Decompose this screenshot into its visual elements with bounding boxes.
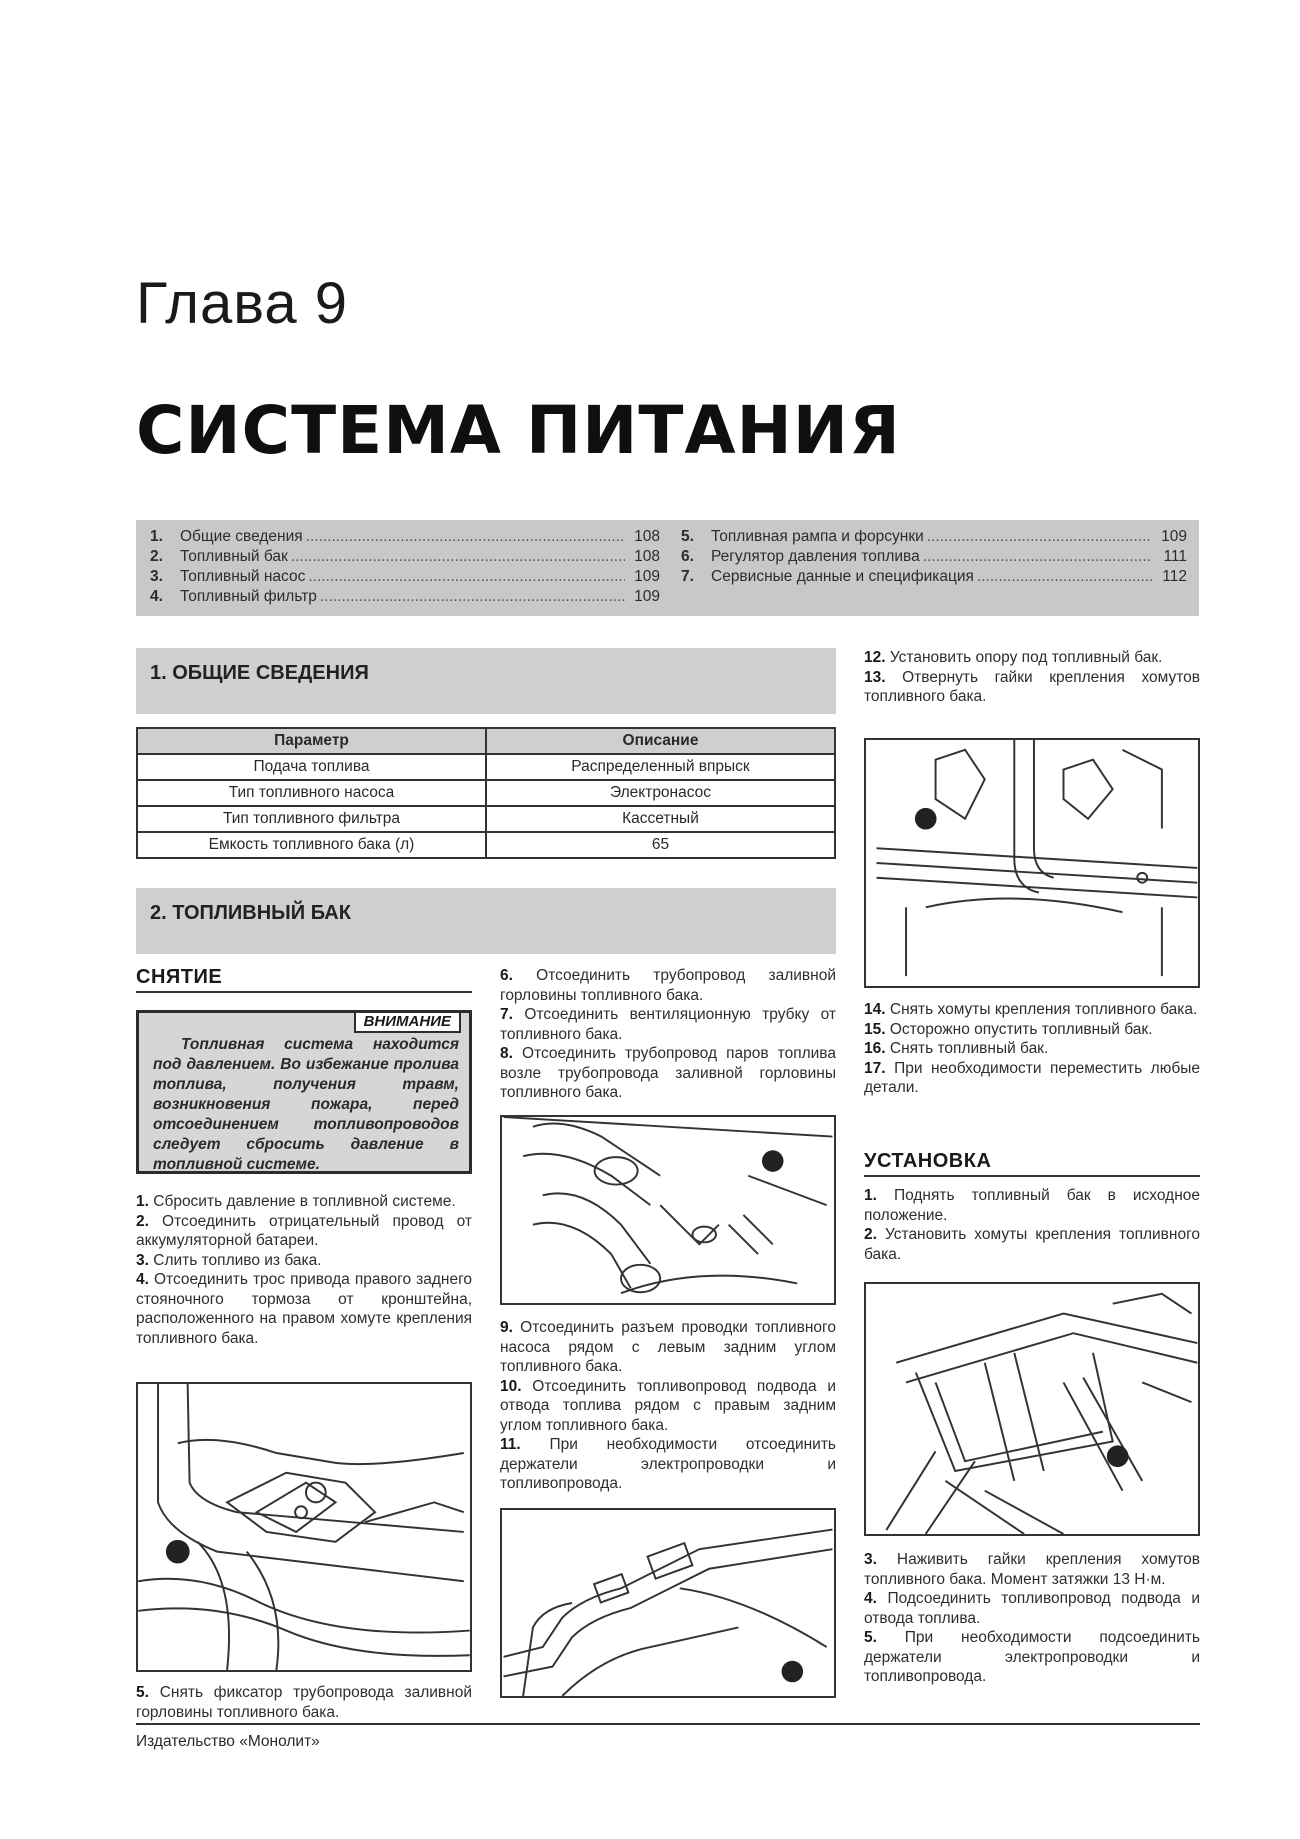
table-row bbox=[137, 754, 835, 780]
footer-rule bbox=[136, 1723, 1200, 1725]
step-item: 2. Установить хомуты крепления топливного бака. bbox=[864, 1226, 1201, 1263]
column-header: Описание bbox=[486, 728, 835, 754]
step-item: 4. Отсоединить трос привода правого заднего стояночного тормоза от кронштейна, расположенного на правом хомуте крепления топливного бака. bbox=[136, 1271, 473, 1347]
tank-strap-illustration bbox=[866, 740, 1198, 986]
contents-entry[interactable]: 4. Топливный фильтр ..... 109 bbox=[150, 588, 660, 608]
removal-steps-f bbox=[864, 1000, 1200, 1098]
table-cell: 65 bbox=[486, 832, 835, 858]
contents-column-left bbox=[150, 528, 660, 608]
table-cell: Емкость топливного бака (л) bbox=[137, 832, 486, 858]
step-item: 4. Подсоединить топливопровод подвода и отвода топлива. bbox=[864, 1590, 1200, 1627]
table-cell: Подача топлива bbox=[137, 754, 486, 780]
step-item: 7. Отсоединить вентиляционную трубку от топливного бака. bbox=[500, 1006, 837, 1043]
step-item: 1. Поднять топливный бак в исходное положение. bbox=[864, 1187, 1200, 1224]
table-row bbox=[137, 806, 835, 832]
step-item: 5. Снять фиксатор трубопровода заливной горловины топливного бака. bbox=[136, 1684, 472, 1721]
step-item: 17. При необходимости переместить любые детали. bbox=[864, 1059, 1200, 1096]
step-item: 6. Отсоединить трубопровод заливной горловины топливного бака. bbox=[500, 967, 836, 1004]
step-item: 13. Отвернуть гайки крепления хомутов топливного бака. bbox=[864, 668, 1201, 705]
chapter-label: Глава 9 bbox=[136, 271, 349, 336]
step-item: 3. Наживить гайки крепления хомутов топливного бака. Момент затяжки 13 Н·м. bbox=[864, 1551, 1200, 1588]
contents-entry[interactable]: 1. Общие сведения ..... 108 bbox=[150, 528, 660, 548]
contents-entry[interactable]: 7. Сервисные данные и спецификация ..... 112 bbox=[681, 568, 1187, 588]
step-item: 2. Отсоединить отрицательный провод от аккумуляторной батареи. bbox=[136, 1212, 472, 1249]
heading-rule bbox=[136, 991, 472, 993]
section-title: 1. ОБЩИЕ СВЕДЕНИЯ bbox=[150, 662, 369, 684]
tank-install-illustration bbox=[866, 1284, 1198, 1534]
step-item: 14. Снять хомуты крепления топливного бака. bbox=[864, 1001, 1198, 1018]
table-cell: Тип топливного насоса bbox=[137, 780, 486, 806]
warning-tag: ВНИМАНИЕ bbox=[354, 1011, 461, 1033]
step-item: 3. Слить топливо из бака. bbox=[136, 1251, 322, 1269]
step-item: 16. Снять топливный бак. bbox=[864, 1040, 1049, 1057]
table-row bbox=[137, 832, 835, 858]
bracket-illustration bbox=[138, 1384, 470, 1670]
table-cell: Тип топливного фильтра bbox=[137, 806, 486, 832]
chapter-contents bbox=[136, 520, 1199, 616]
column-header: Параметр bbox=[137, 728, 486, 754]
section-header-general bbox=[136, 648, 836, 714]
step-item: 1. Сбросить давление в топливной системе. bbox=[136, 1193, 456, 1210]
spec-table bbox=[136, 727, 836, 859]
table-header-row bbox=[137, 728, 835, 754]
heading-rule bbox=[864, 1175, 1200, 1177]
figure-tank-straps bbox=[864, 738, 1200, 988]
removal-steps-a bbox=[136, 1192, 472, 1348]
figure-fuel-hoses bbox=[500, 1115, 836, 1305]
step-item: 9. Отсоединить разъем проводки топливного насоса рядом с левым задним углом топливного бака. bbox=[500, 1319, 836, 1375]
removal-steps-e bbox=[864, 648, 1200, 707]
step-item: 12. Установить опору под топливный бак. bbox=[864, 649, 1163, 666]
step-item: 11. При необходимости отсоединить держатели электропроводки и топливопровода. bbox=[500, 1436, 836, 1492]
step-item: 10. Отсоединить топливопровод подвода и отвода топлива рядом с правым задним углом топливного бака. bbox=[500, 1377, 836, 1434]
install-steps-b bbox=[864, 1550, 1200, 1687]
table-row bbox=[137, 780, 835, 806]
publisher-footer: Издательство «Монолит» bbox=[136, 1733, 320, 1750]
connector-illustration bbox=[502, 1510, 834, 1696]
step-item: 8. Отсоединить трубопровод паров топлива возле трубопровода заливной горловины топливного бака. bbox=[500, 1045, 836, 1101]
table-cell: Распределенный впрыск bbox=[486, 754, 835, 780]
install-heading: УСТАНОВКА bbox=[864, 1150, 992, 1172]
removal-heading: СНЯТИЕ bbox=[136, 966, 223, 988]
step-item: 5. При необходимости подсоединить держатели электропроводки и топливопровода. bbox=[864, 1629, 1200, 1685]
removal-steps-c bbox=[500, 966, 836, 1103]
warning-text: Топливная система находится под давлением. Во избежание пролива топлива, получения травм, возникновения пожара, перед отсоединением топливопроводов следует сбросить давление в топливной системе. bbox=[153, 1036, 459, 1173]
install-steps-a bbox=[864, 1186, 1200, 1264]
figure-connector bbox=[500, 1508, 836, 1698]
figure-parking-brake-bracket bbox=[136, 1382, 472, 1672]
removal-steps-b bbox=[136, 1683, 472, 1722]
contents-entry[interactable]: 6. Регулятор давления топлива ..... 111 bbox=[681, 548, 1187, 568]
contents-entry[interactable]: 5. Топливная рампа и форсунки ..... 109 bbox=[681, 528, 1187, 548]
contents-column-right bbox=[681, 528, 1187, 588]
contents-entry[interactable]: 2. Топливный бак ..... 108 bbox=[150, 548, 660, 568]
chapter-title: СИСТЕМА ПИТАНИЯ bbox=[136, 392, 901, 469]
warning-box bbox=[136, 1010, 472, 1174]
step-item: 15. Осторожно опустить топливный бак. bbox=[864, 1020, 1153, 1038]
table-cell: Кассетный bbox=[486, 806, 835, 832]
removal-steps-d bbox=[500, 1318, 836, 1494]
table-cell: Электронасос bbox=[486, 780, 835, 806]
section-header-fuel-tank bbox=[136, 888, 836, 954]
contents-entry[interactable]: 3. Топливный насос ..... 109 bbox=[150, 568, 660, 588]
fuel-hose-illustration bbox=[502, 1117, 834, 1303]
section-title: 2. ТОПЛИВНЫЙ БАК bbox=[150, 902, 351, 924]
figure-tank-install bbox=[864, 1282, 1200, 1536]
